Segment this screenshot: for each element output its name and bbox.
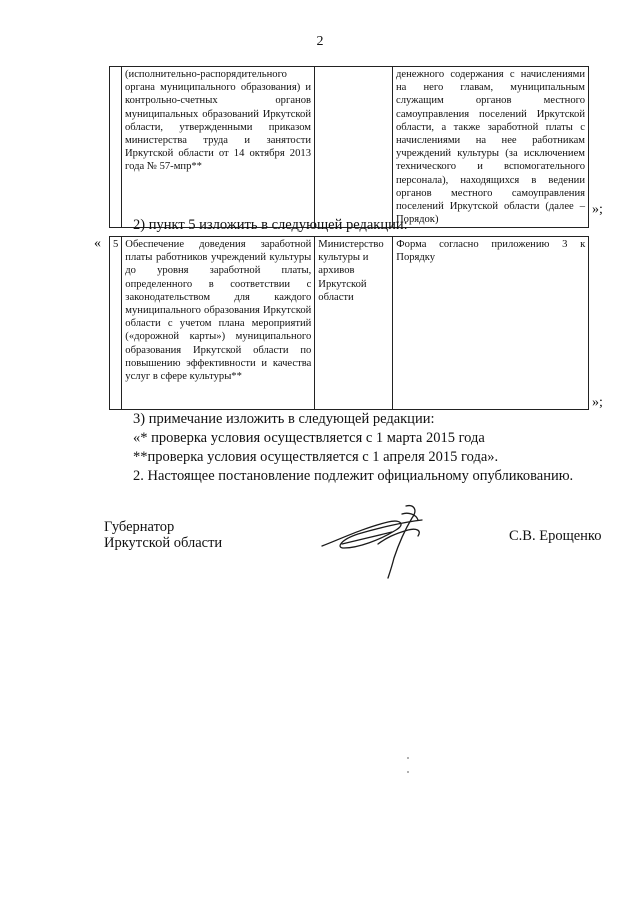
table-continuation — [109, 66, 589, 228]
table-cell-indicator: Обеспечение доведения заработной платы работников учреждений культуры до уровня заработной платы, определенного в соответствии с законодательством для каждого муниципального образования Иркутской области с учетом плана мероприятий («дорожной карты») муниципального образования Иркутской области по повышению эффективности и качества услуг в сфере культуры** — [122, 237, 315, 410]
signatory-position — [104, 519, 222, 551]
table-row — [110, 67, 589, 228]
scan-speck — [407, 757, 409, 759]
page-number: 2 — [316, 34, 324, 49]
table-row — [110, 237, 589, 410]
item-2-heading: 2) пункт 5 изложить в следующей редакции: — [133, 217, 408, 233]
signatory-name: С.В. Ерощенко — [509, 528, 602, 544]
opening-quote: « — [94, 236, 101, 251]
position-line-2: Иркутской области — [104, 535, 223, 551]
note-2: **проверка условия осуществляется с 1 апреля 2015 года». — [133, 449, 499, 465]
table-item-5 — [109, 236, 589, 410]
table-cell-indicator: (исполнительно-распорядительного органа муниципального образования) и контрольно-счетных органов муниципальных образований Иркутской области, утвержденными приказом министерства труда и занятости Иркутской области от 14 октября 2013 года № 57-мпр** — [122, 67, 315, 228]
note-1: «* проверка условия осуществляется с 1 марта 2015 года — [133, 430, 485, 446]
handwritten-signature — [318, 500, 438, 580]
item-3-heading: 3) примечание изложить в следующей редакции: — [133, 411, 435, 427]
table-cell-number: 5 — [110, 237, 122, 410]
scan-speck — [407, 771, 409, 773]
clause-2: 2. Настоящее постановление подлежит официальному опубликованию. — [133, 468, 574, 484]
table-cell-document: Форма согласно приложению 3 к Порядку — [393, 237, 589, 410]
table-cell-document: денежного содержания с начислениями на него главам, муниципальным служащим органов местного самоуправления поселений Иркутской области, а также заработной платы с начислениями на нее работникам учреждений культуры (за исключением технического и вспомогательного персонала), находящихся в ведении органов местного самоуправления поселений Иркутской области (далее – Порядок) — [393, 67, 589, 228]
closing-quote: »; — [592, 202, 603, 217]
closing-quote: »; — [592, 395, 603, 410]
table-cell-number — [110, 67, 122, 228]
table-cell-executor: Министерство культуры и архивов Иркутской области — [315, 237, 393, 410]
position-line-1: Губернатор — [104, 519, 175, 535]
table-cell-executor — [315, 67, 393, 228]
